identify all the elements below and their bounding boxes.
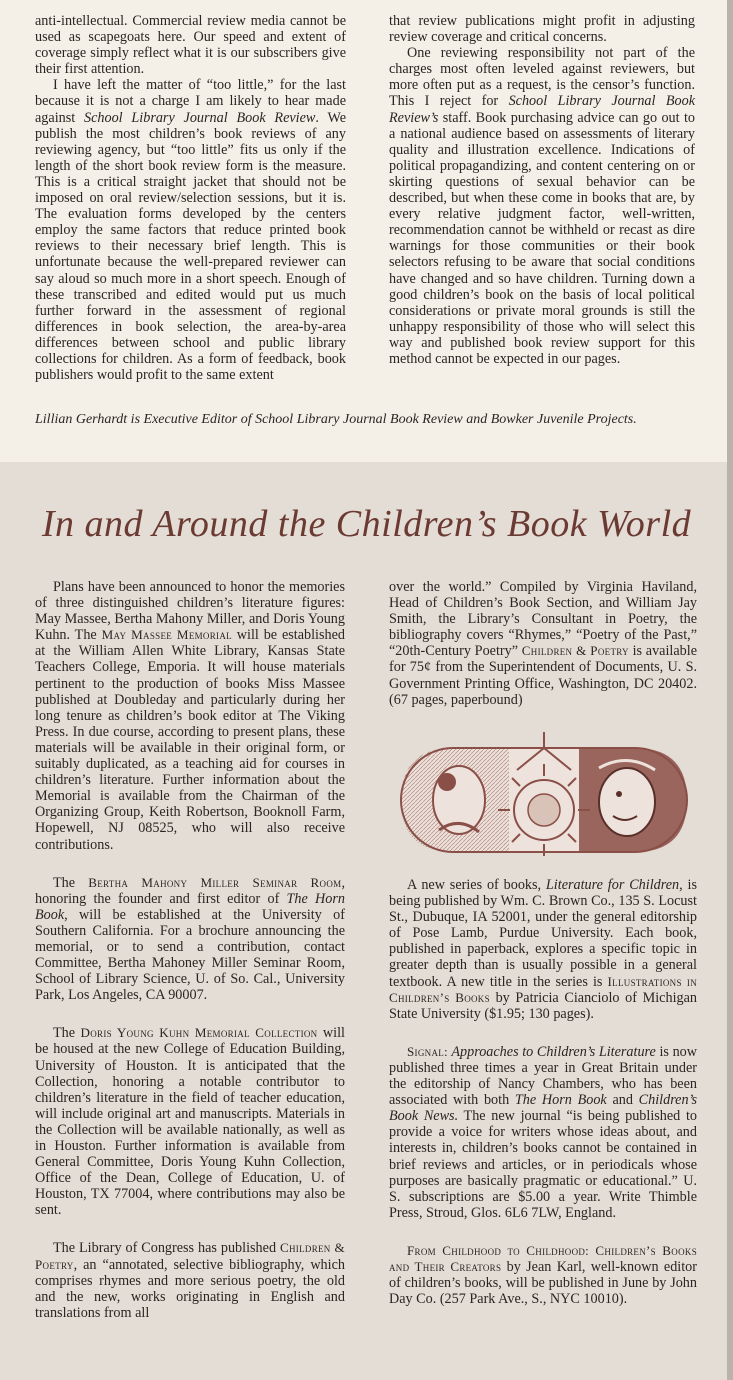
news-right-column-bottom [389, 877, 697, 1307]
news-item-massee: Plans have been announced to honor the memories of three distinguished children’s literature figures: May Massee, Bertha Mahony Miller, and Doris Young Kuhn. The May Massee Memorial will be established at the William Allen White Library, Kansas State Teachers College, Emporia. It will house materials pertinent to the production of books Miss Massee published at Doubleday and particularly during her long tenure as children’s book editor at The Viking Press. In due course, according to present plans, these materials will be available in their original form, or suitably duplicated, as a teaching aid for courses in children’s literature. Further information about the Memorial is available from the Chairman of the Organizing Group, Keith Robertson, Booknoll Farm, Hopewell, NJ 08525, who will also receive contributions. [35, 579, 345, 853]
article-left-column [35, 13, 346, 383]
news-item-literature-series: A new series of books, Literature for Children, is being published by Wm. C. Brown Co., 135 S. Locust St., Dubuque, IA 52001, under the general editorship of Pose Lamb, Purdue University. Each book, published in paperback, explores a specific topic in greater depth than is usually possible in a general textbook. A new title in the series is Illustrations in Children’s Books by Patricia Cianciolo of Michigan State University ($1.95; 130 pages). [389, 877, 697, 1022]
news-item-childhood-book: From Childhood to Childhood: Children’s Books and Their Creators by Jean Karl, well-known editor of children’s books, will be published in June by John Day Co. (257 Park Ave., S., NYC 10010). [389, 1242, 697, 1308]
article-paragraph: anti-intellectual. Commercial review media cannot be used as scapegoats here. Our speed and extent of coverage simply reflect what it is our subscribers give their first attention. [35, 13, 346, 78]
news-right-column-top [389, 579, 697, 708]
decorative-illustration [399, 730, 689, 870]
news-item-library-of-congress: The Library of Congress has published Children & Poetry, an “annotated, selective bibliography, which comprises rhymes and more serious poetry, the old and the new, works originating in English and translations from all [35, 1240, 346, 1321]
journal-title: School Library Journal Book Review’s [389, 93, 695, 126]
section-heading: In and Around the Children’s Book World [41, 503, 692, 545]
article-paragraph: I have left the matter of “too little,” for the last because it is not a charge I am likely to hear made against School Library Journal Book Review. We publish the most children’s book reviews of any reviewing agency, but “too little” fits us only if the length of the short book review form is the measure. This is a critical straight jacket that should not be imposed on oral review/selection sessions, but it is. The evaluation forms developed by the centers employ the same factors that reduce printed book reviews to their necessary brief length. This is unfortunate because the well-prepared reviewer can say aloud so much more in a short speech. Enough of these transcribed and edited would put us much further forward in the assessment of regional differences in book selection, the area-by-area differences between school and public library collections for children. As a form of feedback, book publishers would profit to the same extent [35, 77, 347, 384]
journal-title: School Library Journal Book Review [83, 109, 316, 126]
news-item-kuhn: The Doris Young Kuhn Memorial Collection will be housed at the new College of Education Building, University of Houston. It is anticipated that the Collection, honoring a notable contributor to children’s literature in the field of teacher education, will include original art and manuscripts. Materials in the Collection will be available nationally, as well as in Houston. Further information is available from General Committee, Doris Young Kuhn Collection, Office of the Dean, College of Education, U. of Houston, TX 77004, where contributions may also be sent. [35, 1025, 345, 1219]
news-left-column [35, 579, 345, 1321]
news-item-children-poetry: over the world.” Compiled by Virginia Haviland, Head of Children’s Book Section, and William Jay Smith, the Library’s Consultant in Poetry, the bibliography covers “Rhymes,” “Poetry of the Past,” “20th-Century Poetry” Children & Poetry is available for 75¢ from the Superintendent of Documents, U. S. Government Printing Office, Washington, DC 20402. (67 pages, paperbound) [389, 579, 697, 708]
news-item-signal: Signal: Approaches to Children’s Literature is now published three times a year in Great Britain under the editorship of Nancy Chambers, who has been associated with both The Horn Book and Children’s Book News. The new journal “is being published to provide a voice for writers whose ideas about, and interests in, children’s books cannot be contained in brief reviews and articles, or in periodicals whose purposes are basically pragmatic or educational.” U. S. subscriptions are $5.00 a year. Write Thimble Press, Stroud, Glos. 6L6 7LW, England. [389, 1043, 698, 1221]
author-byline: Lillian Gerhardt is Executive Editor of School Library Journal Book Review and Bowker Juvenile Projects. [35, 412, 637, 427]
article-paragraph: that review publications might profit in adjusting review coverage and critical concerns. [389, 13, 695, 46]
article-paragraph: One reviewing responsibility not part of the charges most often leveled against reviewers, but more often put as a request, is the censor’s function. This I reject for School Library Journal Book Review’s staff. Book purchasing advice can go out to a national audience based on assessments of literary quality and illustration excellence. Indications of political propagandizing, and content centering on or skirting questions of sexual behavior can be described, but when these come in books that are, by every relative judgment factor, well-written, recommendation cannot be withheld or recast as dire warnings for those communities or their book selectors refusing to be aware that social conditions have changed and so have children. Turning down a good children’s book on the basis of local political considerations or private moral grounds is still the unhappy responsibility of those who will select this way and published book review support for this method cannot be expected in our pages. [389, 45, 695, 367]
news-item-miller: The Bertha Mahony Miller Seminar Room, honoring the founder and first editor of The Horn Book, will be established at the University of Southern California. For a brochure announcing the memorial, or to send a contribution, contact Committee, Bertha Mahoney Miller Seminar Room, School of Library Science, U. of So. Cal., University Park, Los Angeles, CA 90007. [35, 874, 345, 1004]
page-edge [727, 0, 733, 1380]
article-right-column [389, 13, 695, 367]
